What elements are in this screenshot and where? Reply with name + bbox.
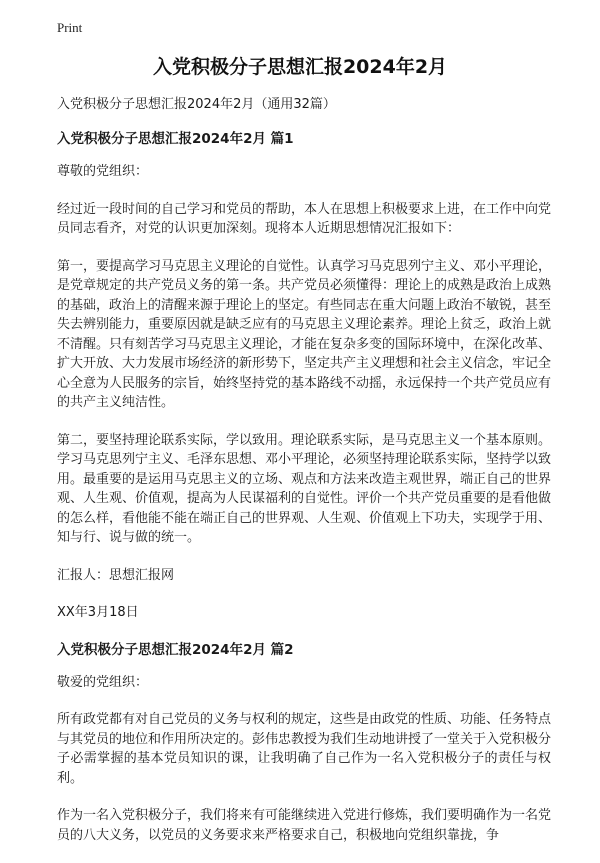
section-heading: 入党积极分子思想汇报2024年2月 篇1: [57, 131, 294, 147]
paragraph: 第二，要坚持理论联系实际，学以致用。理论联系实际，是马克思主义一个基本原则。学习马克思列宁主义、毛泽东思想、邓小平理论，必须坚持理论联系实际，坚持学以致用。最重要的是运用马克思主义的立场、观点和方法来改造主观世界，端正自己的世界观、人生观、价值观，提高为人民谋福利的自觉性。评价一个共产党员重要的是看他做的怎么样，看他能不能在端正自己的世界观、人生观、价值观上下功夫，实现学于用、知与行、说与做的统一。: [57, 432, 552, 545]
date: XX年3月18日: [57, 605, 139, 620]
print-link[interactable]: Print: [57, 20, 83, 35]
document-title: 入党积极分子思想汇报2024年2月: [152, 56, 448, 78]
paragraph: 第一，要提高学习马克思主义理论的自觉性。认真学习马克思列宁主义、邓小平理论，是党章规定的共产党员义务的第一条。共产党员必须懂得：理论上的成熟是政治上成熟的基础，政治上的清醒来源于理论上的坚定。有些同志在重大问题上政治不敏锐，甚至失去辨别能力，重要原因就是缺乏应有的马克思主义理论素养。理论上贫乏，政治上就不清醒。只有刻苦学习马克思主义理论，才能在复杂多变的国际环境中，在深化改革、扩大开放、大力发展市场经济的新形势下，坚定共产主义理想和社会主义信念，牢记全心全意为人民服务的宗旨，始终坚持党的基本路线不动摇，永远保持一个共产党员应有的共产主义纯洁性。: [57, 258, 552, 410]
paragraph: 经过近一段时间的自己学习和党员的帮助，本人在思想上积极要求上进，在工作中向党员同志看齐，对党的认识更加深刻。现将本人近期思想情况汇报如下：: [57, 201, 552, 236]
salutation: 尊敬的党组织：: [57, 164, 149, 179]
document-subtitle: 入党积极分子思想汇报2024年2月（通用32篇）: [57, 97, 336, 112]
article-section-2: [57, 641, 551, 846]
paragraph: 作为一名入党积极分子，我们将来有可能继续进入党进行修炼，我们要明确作为一名党员的八大义务，以党员的义务要求来严格要求自己，积极地向党组织靠拢，争: [57, 808, 552, 843]
article-section-1: [57, 130, 551, 623]
salutation: 敬爱的党组织：: [57, 674, 149, 690]
signature: 汇报人：思想汇报网: [57, 567, 175, 583]
section-heading: 入党积极分子思想汇报2024年2月 篇2: [57, 641, 294, 658]
paragraph: 所有政党都有对自己党员的义务与权利的规定，这些是由政党的性质、功能、任务特点与其党员的地位和作用所决定的。彭伟忠教授为我们生动地讲授了一堂关于入党积极分子必需掌握的基本党员知识的课，让我明确了自己作为一名入党积极分子的责任与权利。: [57, 712, 552, 786]
document-body: [57, 96, 551, 863]
